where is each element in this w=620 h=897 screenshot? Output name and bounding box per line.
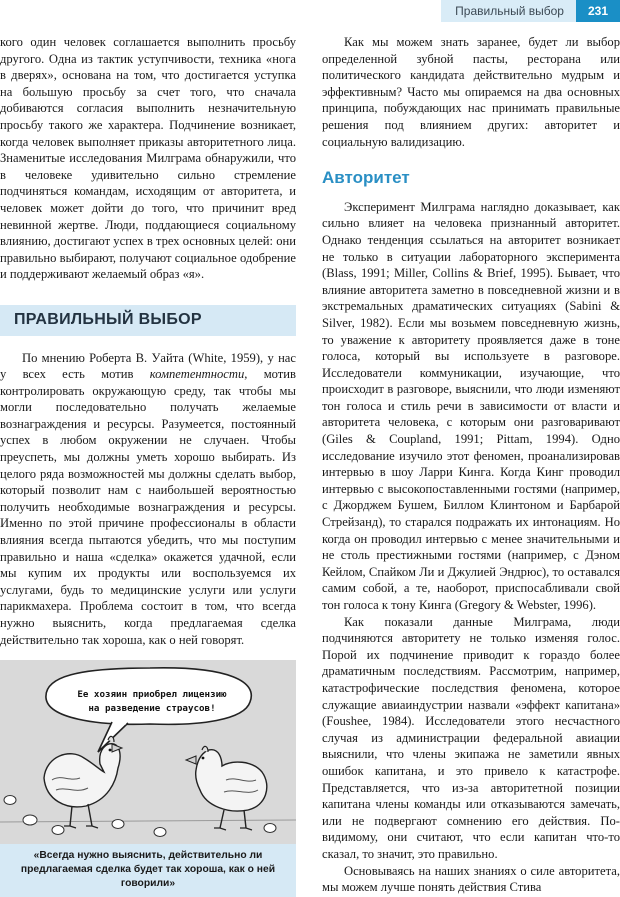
left-paragraph-2 bbox=[0, 350, 296, 649]
right-paragraph-2: Эксперимент Милграма наглядно доказывает, как сильно влияет на человека признанный авторитет. Однако тенденция ссылаться на авторитет возникает не только в ситуации лабораторного эксперимента (Blass, 1991; Miller, Collins & Brief, 1995). Бывает, что влияние авторитета заметно в повседневной жизни и в экстремальных драматических ситуациях (Sabini & Silver, 1982). Если мы возьмем повседневную жизнь, то уважение к авторитету проявляется даже в тоне голоса, который вы используете в разговоре. Исследователи коммуникации, изучающие, что происходит в разговоре, выяснили, что люди изменяют тон голоса и стиль речи в зависимости от власти и авторитета человека, с которым они разговаривают (Giles & Coupland, 1991; Pittam, 1994). Одно исследование изучило этот феномен, проанализировав интервью в шоу Ларри Кинга. Когда Кинг проводил интервью с высокопоставленными гостями (например, с Джорджем Бушем, Биллом Клинтоном и Барбарой Стрейзанд), то старался подражать их интонациям. Но когда он проводил интервью с менее значительными и не столь престижными гостями (например, с Дэном Кейлом, Спайком Ли и Джулией Эндрюс), то оставался самим собой, а те, наоборот, приспосабливали свой тон голоса к тону Кинга (Gregory & Webster, 1996). bbox=[322, 199, 620, 612]
right-paragraph-1: Как мы можем знать заранее, будет ли выбор определенной зубной пасты, ресторана или политического кандидата действительно мудрым и эффективным? Часто мы опираемся на два основных принципа, побуждающих нас принимать правильные решения под влиянием других: авторитет и социальную валидизацию. bbox=[322, 35, 620, 149]
right-column bbox=[322, 34, 620, 896]
p2-text-start: По мнению Роберта В. Уайта (White, 1959), у нас у всех есть мотив bbox=[0, 350, 296, 382]
running-head bbox=[441, 0, 620, 22]
right-paragraph-3: Как показали данные Милграма, люди подчиняются авторитету не только изменяя голос. Порой их подчинение приводит к гораздо более драматичным последствиям. Рассмотрим, например, катастрофические последствия феномена, которое служащие авиаиндустрии назвали «эффект капитана» (Foushee, 1984). Исследователи этого несчастного случая из администрации федеральной авиации выяснили, что члены экипажа не заметили явных ошибок капитана, и это привело к катастрофе. Представляется, что из-за авторитетной позиции капитана члены команды или отказываются замечать, или не подвергают сомнению его действия. По-видимому, они считают, что если капитан что-то сказал, то значит, это правильно. bbox=[322, 614, 620, 861]
cartoon-illustration bbox=[0, 660, 296, 844]
running-title: Правильный выбор bbox=[441, 0, 576, 22]
balloon-line-2: на разведение страусов! bbox=[88, 703, 216, 715]
cartoon-figure bbox=[0, 660, 296, 897]
speech-balloon-text bbox=[62, 688, 242, 716]
left-paragraph-1: кого один человек соглашается выполнить просьбу другого. Одна из тактик уступчивости, техника «нога в дверях», основана на том, что достигается уступка на большую просьбу за счет того, что сначала добиваются согласия выполнить незначительную просьбу такого же характера. Подчинение возникает, когда человек выполняет приказы авторитетного лица. Знаменитые исследования Милграма обнаружили, что в человеке удивительно сильно стремление подчиняться командам, исходящим от авторитета, и человек может дойти до того, что причинит вред невинной жертве. Люди, поддающиеся социальному влиянию, достигают успех в трех основных целей: они правильно выбирают, получают социальное одобрение и поддерживают желаемый образ «я». bbox=[0, 35, 296, 282]
p2-text-end: , мотив контролировать окружающую среду, так чтобы мы могли последовательно получать желаемые вознаграждения и ресурсы. Разумеется, постоянный успех в любом окружении не случаен. Чтобы преуспеть, мы должны уметь хорошо выбирать. Из целого ряда возможностей мы должны сделать выбор, который позволит нам с наибольшей вероятностью получить необходимые вознаграждения и ресурсы. Именно по этой причине профессионалы в области влияния всегда пытаются убедить, что мы поступим правильно и наша «сделка» окажется удачной, если мы купим их продукты или воспользуемся их услугами, будь то медицинские услуги или услуги парикмахера. Проблема состоит в том, что всегда нужно выяснить, когда предлагаемая сделка действительно так хороша, как о ней говорят. bbox=[0, 367, 296, 647]
right-paragraph-4: Основываясь на наших знаниях о силе авторитета, мы можем лучше понять действия Стива bbox=[322, 863, 620, 895]
page-number: 231 bbox=[576, 0, 620, 22]
subsection-title: Авторитет bbox=[322, 168, 410, 188]
balloon-line-1: Ее хозяин приобрел лицензию bbox=[77, 689, 227, 701]
p2-emphasis: компетентности bbox=[149, 367, 245, 382]
section-title: ПРАВИЛЬНЫЙ ВЫБОР bbox=[0, 305, 296, 336]
figure-caption: «Всегда нужно выяснить, действительно ли предлагаемая сделка будет так хороша, как о ней говорили» bbox=[0, 844, 296, 897]
left-column bbox=[0, 34, 296, 897]
